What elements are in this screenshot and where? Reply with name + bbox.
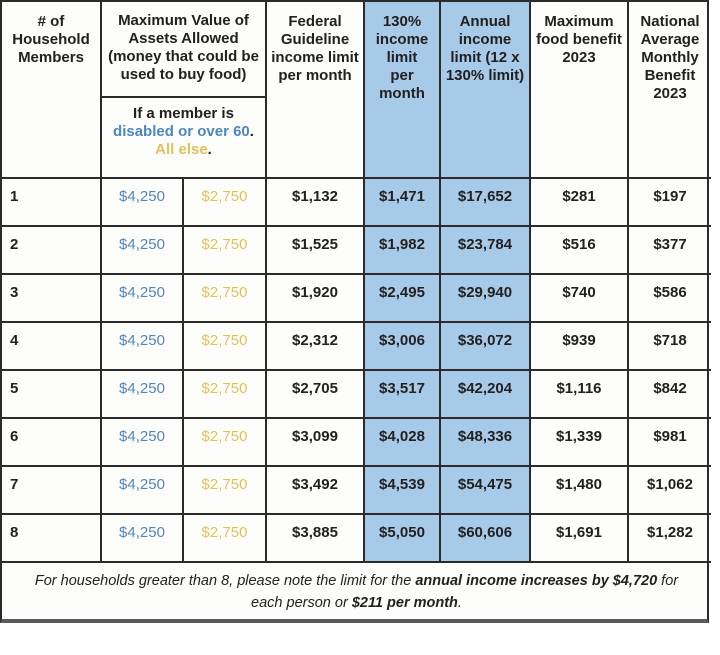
header-assets-subheader: [102, 98, 265, 177]
table-cell: 3: [2, 275, 102, 323]
table-cell: 4: [2, 323, 102, 371]
table-cell: $586: [629, 275, 711, 323]
table-cell: $1,062: [629, 467, 711, 515]
table-cell: $48,336: [441, 419, 531, 467]
table-cell: 1: [2, 179, 102, 227]
table-cell: $2,750: [184, 179, 267, 227]
table-cell: $2,750: [184, 515, 267, 563]
table-cell: $60,606: [441, 515, 531, 563]
table-cell: $29,940: [441, 275, 531, 323]
table-cell: 8: [2, 515, 102, 563]
table-cell: $2,750: [184, 419, 267, 467]
footnote: [2, 563, 711, 619]
table-cell: $281: [531, 179, 629, 227]
footnote-text: for each person or: [251, 573, 679, 612]
table-cell: $2,705: [267, 371, 365, 419]
table-cell: $4,250: [102, 323, 184, 371]
table-cell: $2,750: [184, 275, 267, 323]
table-cell: $3,885: [267, 515, 365, 563]
table-cell: $1,339: [531, 419, 629, 467]
table-cell: $1,471: [365, 179, 441, 227]
table-cell: $23,784: [441, 227, 531, 275]
table-cell: $2,495: [365, 275, 441, 323]
table-cell: $981: [629, 419, 711, 467]
header-federal-guideline: Federal Guideline income limit per month: [267, 2, 365, 179]
table-cell: $17,652: [441, 179, 531, 227]
header-annual-limit: Annual income limit (12 x 130% limit): [441, 2, 531, 179]
table-cell: $5,050: [365, 515, 441, 563]
table-cell: $4,250: [102, 227, 184, 275]
table-cell: $2,312: [267, 323, 365, 371]
table-cell: $939: [531, 323, 629, 371]
table-cell: 2: [2, 227, 102, 275]
footnote-text: For households greater than 8, please note the limit for the: [34, 573, 416, 589]
table-cell: $36,072: [441, 323, 531, 371]
assets-sub-disabled-label: disabled or over 60: [113, 123, 250, 140]
table-cell: $377: [629, 227, 711, 275]
table-cell: $2,750: [184, 467, 267, 515]
table-cell: 6: [2, 419, 102, 467]
table-cell: $4,250: [102, 179, 184, 227]
table-cell: 7: [2, 467, 102, 515]
table-cell: $718: [629, 323, 711, 371]
table-cell: $4,250: [102, 371, 184, 419]
table-cell: $842: [629, 371, 711, 419]
table-cell: $197: [629, 179, 711, 227]
table-cell: $516: [531, 227, 629, 275]
table-cell: $1,691: [531, 515, 629, 563]
table-cell: $1,132: [267, 179, 365, 227]
table-cell: $4,539: [365, 467, 441, 515]
assets-sub-line3: [102, 141, 265, 159]
table-cell: $4,250: [102, 467, 184, 515]
assets-sub-dot1: .: [249, 123, 254, 140]
header-max-food-benefit: Maximum food benefit 2023: [531, 2, 629, 179]
footnote-bold-annual-increase: annual income increases by $4,720: [415, 573, 658, 589]
table-cell: $740: [531, 275, 629, 323]
assets-sub-line2: [102, 123, 265, 141]
table-cell: $4,250: [102, 515, 184, 563]
header-national-average: National Average Monthly Benefit 2023: [629, 2, 711, 179]
header-household-members: # of Household Members: [2, 2, 102, 179]
table-cell: $1,920: [267, 275, 365, 323]
table-cell: $3,006: [365, 323, 441, 371]
table-cell: 5: [2, 371, 102, 419]
footnote-text: .: [457, 595, 462, 612]
table-cell: $2,750: [184, 371, 267, 419]
table-cell: $1,480: [531, 467, 629, 515]
table-cell: $54,475: [441, 467, 531, 515]
table-cell: $3,517: [365, 371, 441, 419]
table-cell: $3,099: [267, 419, 365, 467]
assets-sub-all-else-label: All else: [155, 141, 208, 158]
table-cell: $1,525: [267, 227, 365, 275]
table-cell: $4,250: [102, 419, 184, 467]
table-cell: $2,750: [184, 227, 267, 275]
header-assets-title: Maximum Value of Assets Allowed (money that could be used to buy food): [102, 2, 265, 98]
table-cell: $2,750: [184, 323, 267, 371]
table-cell: $1,116: [531, 371, 629, 419]
header-assets-allowed: [102, 2, 267, 179]
table-cell: $4,028: [365, 419, 441, 467]
table-cell: $4,250: [102, 275, 184, 323]
footnote-bold-monthly-increase: $211 per month: [351, 595, 458, 612]
table-cell: $42,204: [441, 371, 531, 419]
table-cell: $1,982: [365, 227, 441, 275]
table-cell: $1,282: [629, 515, 711, 563]
table-cell: $3,492: [267, 467, 365, 515]
header-130pct-limit: 130% income limit per month: [365, 2, 441, 179]
assets-sub-line1: If a member is: [133, 105, 234, 122]
assets-sub-dot2: .: [207, 141, 212, 158]
